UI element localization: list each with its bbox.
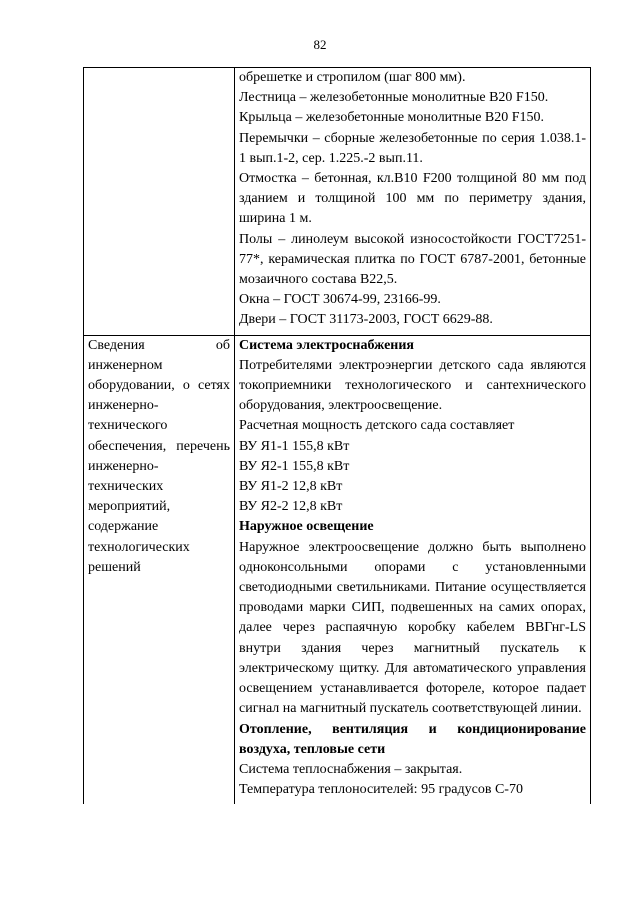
- power-supply-heading: Система электроснабжения: [239, 337, 415, 353]
- stairs-spec: Лестница – железобетонные монолитные В20 F150.: [239, 90, 549, 106]
- table-row: [84, 335, 591, 804]
- row1-left-text: [84, 68, 234, 72]
- section-title: Сведения об инженерном оборудовании, о сетях инженерно-технического обеспечения, перечень инженерно-технических мероприятий, содержание технологических решений: [88, 337, 230, 575]
- heat-supply-text: Система теплоснабжения – закрытая.: [239, 761, 463, 777]
- power-intro-text: Расчетная мощность детского сада составляет: [239, 418, 515, 434]
- power-line-item: ВУ Я1-2 12,8 кВт: [239, 479, 343, 495]
- outdoor-lighting-heading: Наружное освещение: [239, 519, 374, 535]
- row2-right-cell: [235, 335, 591, 804]
- table-row: [84, 68, 591, 336]
- coolant-temperature-text: Температура теплоносителей: 95 градусов С-70: [239, 782, 523, 798]
- row1-left-cell: [84, 68, 235, 336]
- lintels-spec: Перемычки – сборные железобетонные по серия 1.038.1-1 вып.1-2, сер. 1.225.-2 вып.11.: [239, 130, 586, 166]
- power-consumers-text: Потребителями электроэнергии детского сада являются токоприемники технологического и сантехнического оборудования, электроосвещение.: [239, 357, 586, 414]
- doors-spec: Двери – ГОСТ 31173-2003, ГОСТ 6629-88.: [239, 312, 493, 328]
- porch-spec: Крыльца – железобетонные монолитные В20 F150.: [239, 110, 545, 126]
- floors-spec: Полы – линолеум высокой износостойкости ГОСТ7251-77*, керамическая плитка по ГОСТ 6787-2001, бетонные мозаичного состава В22,5.: [239, 231, 586, 288]
- windows-spec: Окна – ГОСТ 30674-99, 23166-99.: [239, 292, 441, 308]
- blind-area-spec: Отмостка – бетонная, кл.В10 F200 толщиной 80 мм под зданием и толщиной 100 мм по периметру здания, ширина 1 м.: [239, 171, 586, 227]
- heating-ventilation-heading: Отопление, вентиляция и кондиционирование воздуха, тепловые сети: [239, 721, 586, 757]
- power-line-item: ВУ Я2-2 12,8 кВт: [239, 499, 343, 515]
- page-number: 82: [313, 37, 327, 52]
- specification-table: [83, 67, 591, 804]
- power-line-item: ВУ Я1-1 155,8 кВт: [239, 438, 350, 454]
- power-line-item: ВУ Я2-1 155,8 кВт: [239, 458, 350, 474]
- row2-left-cell: [84, 335, 235, 804]
- outdoor-lighting-text: Наружное электроосвещение должно быть выполнено одноконсольными опорами с установленными светодиодными светильниками. Питание осуществляется проводами марки СИП, подвешенных на самих опорах, далее через распаячную коробку кабелем ВВГнг-LS внутри здания через магнитный пускатель к электрическому щитку. Для автоматического управления освещением устанавливается фотореле, которое падает сигнал на магнитный пускатель соответствующей линии.: [239, 539, 586, 717]
- roof-continuation: обрешетке и стропилом (шаг 800 мм).: [239, 70, 466, 85]
- row1-right-cell: [235, 68, 591, 336]
